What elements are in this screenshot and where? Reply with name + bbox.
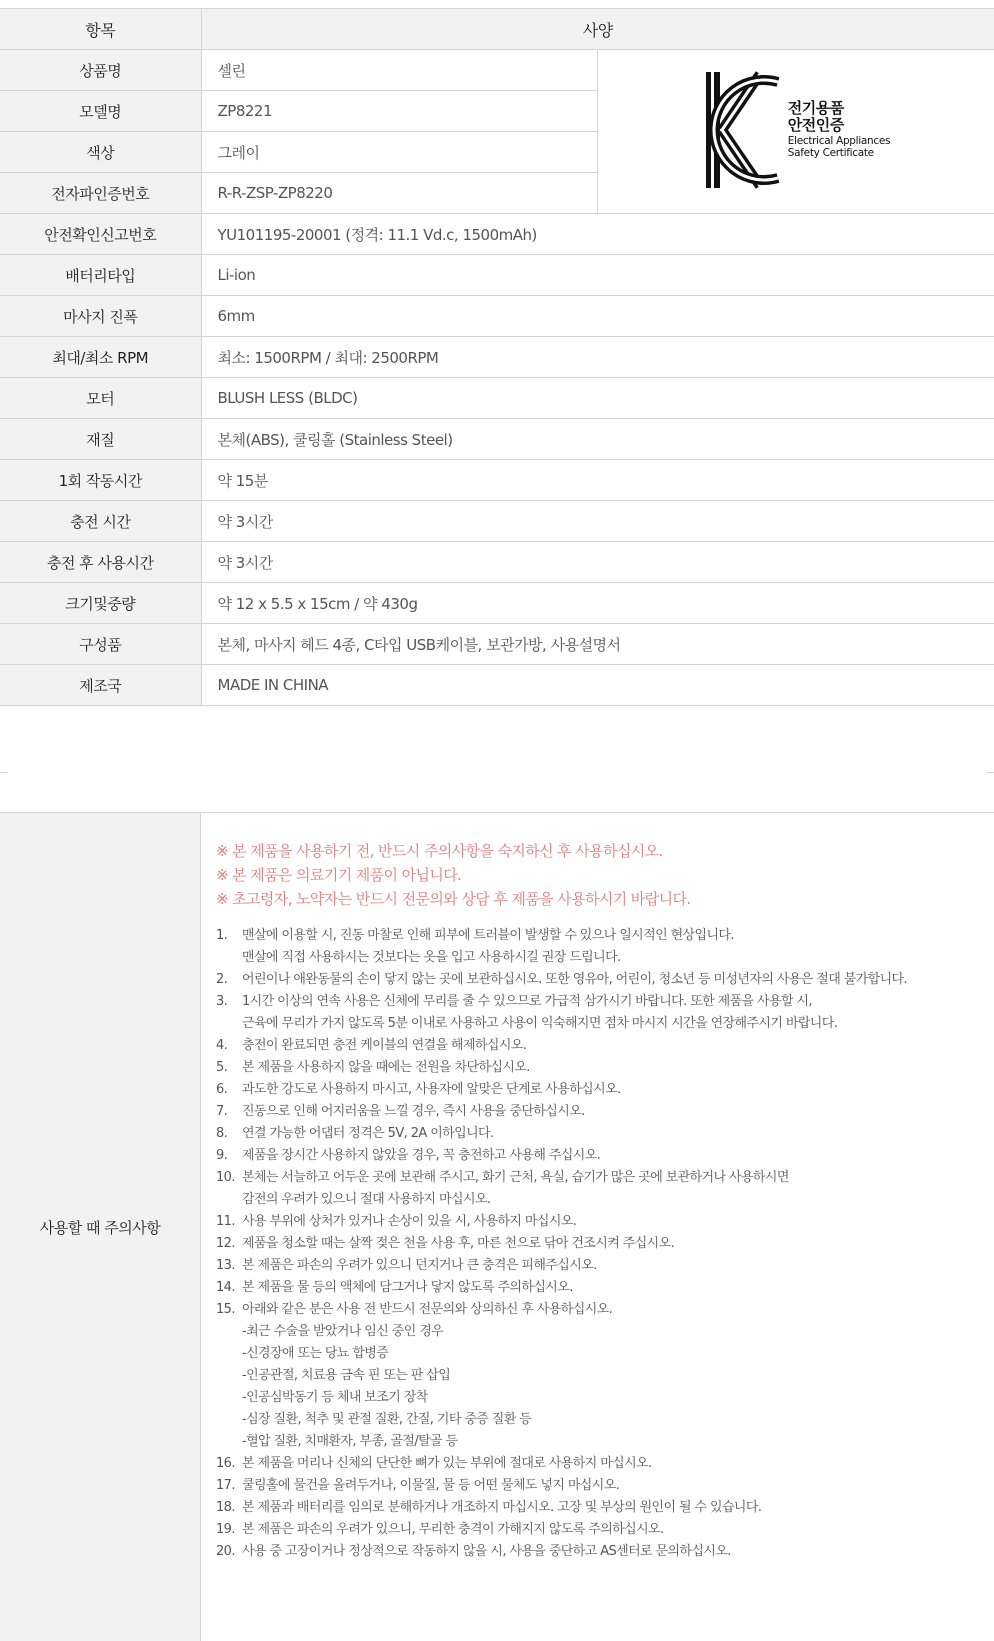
item-line: -최근 수술을 받았거나 임신 중인 경우 <box>242 1324 444 1339</box>
row-value: 약 3시간 <box>201 501 994 542</box>
item-line: 본 제품을 물 등의 액체에 담그거나 닿지 않도록 주의하십시오. <box>242 1280 573 1295</box>
list-item <box>216 1079 986 1101</box>
table-row <box>0 542 994 583</box>
kc-title-line1: 전기용품 <box>787 99 844 118</box>
kc-mark <box>702 68 890 192</box>
item-line: 제품을 청소할 때는 살짝 젖은 천을 사용 후, 마른 천으로 닦아 건조시켜 주십시오. <box>242 1236 675 1251</box>
item-line: 본 제품은 파손의 우려가 있으니, 무리한 충격이 가해지지 않도록 주의하십시오. <box>242 1522 664 1537</box>
row-label: 배터리타입 <box>0 255 201 296</box>
item-line: 연결 가능한 어댑터 정격은 5V, 2A 이하입니다. <box>242 1126 494 1141</box>
kc-text <box>788 100 890 159</box>
item-number: 8. <box>216 1126 228 1141</box>
warning-text: ※ 본 제품을 사용하기 전, 반드시 주의사항을 숙지하신 후 사용하십시오. <box>216 842 663 860</box>
item-line: 본체는 서늘하고 어두운 곳에 보관해 주시고, 화기 근처, 욕실, 습기가 많은 곳에 보관하거나 사용하시면 <box>242 1170 789 1185</box>
row-value: BLUSH LESS (BLDC) <box>201 378 994 419</box>
caution-section <box>0 812 994 1641</box>
item-line: 아래와 같은 분은 사용 전 반드시 전문의와 상의하신 후 사용하십시오. <box>242 1302 613 1317</box>
spec-table <box>0 8 994 706</box>
item-line: 어린이나 애완동물의 손이 닿지 않는 곳에 보관하십시오. 또한 영유아, 어린이, 청소년 등 미성년자의 사용은 절대 불가합니다. <box>242 972 908 987</box>
table-row <box>0 419 994 460</box>
row-label: 구성품 <box>0 624 201 665</box>
row-value: 본체, 마사지 헤드 4종, C타입 USB케이블, 보관가방, 사용설명서 <box>201 624 994 665</box>
kc-title-line2: 안전인증 <box>787 116 844 135</box>
row-value: R-R-ZSP-ZP8220 <box>201 173 598 214</box>
kc-en-line2: Safety Certificate <box>787 146 874 159</box>
table-row <box>0 255 994 296</box>
item-line: 감전의 우려가 있으니 절대 사용하지 마십시오. <box>242 1192 491 1207</box>
warning-list <box>216 839 986 911</box>
row-label: 제조국 <box>0 665 201 706</box>
item-number: 11. <box>216 1214 235 1229</box>
list-item <box>216 1519 986 1541</box>
row-label: 모델명 <box>0 91 201 132</box>
item-line: -신경장애 또는 당뇨 합병증 <box>242 1346 389 1361</box>
list-item <box>216 969 986 991</box>
item-number: 3. <box>216 994 228 1009</box>
row-label: 모터 <box>0 378 201 419</box>
item-line: 1시간 이상의 연속 사용은 신체에 무리를 줄 수 있으므로 가급적 삼가시기 바랍니다. 또한 제품을 사용할 시, <box>242 994 812 1009</box>
row-value: 셀린 <box>201 50 598 91</box>
table-row <box>0 501 994 542</box>
row-label: 충전 시간 <box>0 501 201 542</box>
item-number: 7. <box>216 1104 228 1119</box>
item-line: 본 제품을 머리나 신체의 단단한 뼈가 있는 부위에 절대로 사용하지 마십시오. <box>242 1456 652 1471</box>
item-line: -인공관절, 치료용 금속 핀 또는 판 삽입 <box>242 1368 451 1383</box>
item-number: 17. <box>216 1478 235 1493</box>
row-value: YU101195-20001 (정격: 11.1 Vd.c, 1500mAh) <box>201 214 994 255</box>
kc-en-line1: Electrical Appliances <box>787 134 891 147</box>
row-label: 상품명 <box>0 50 201 91</box>
list-item <box>216 925 986 969</box>
item-number: 15. <box>216 1302 235 1317</box>
warning-text: ※ 초고령자, 노약자는 반드시 전문의와 상담 후 제품을 사용하시기 바랍니다. <box>216 890 691 908</box>
row-label: 안전확인신고번호 <box>0 214 201 255</box>
table-row <box>0 378 994 419</box>
item-line: 쿨링홀에 물건을 올려두거나, 이물질, 물 등 어떤 물체도 넣지 마십시오. <box>242 1478 620 1493</box>
spacer <box>0 736 994 812</box>
row-label: 색상 <box>0 132 201 173</box>
item-number: 18. <box>216 1500 235 1515</box>
table-row <box>0 460 994 501</box>
kc-certification-logo-icon <box>702 68 784 192</box>
row-value: 약 15분 <box>201 460 994 501</box>
row-label: 충전 후 사용시간 <box>0 542 201 583</box>
item-line: 맨살에 직접 사용하시는 것보다는 옷을 입고 사용하시길 권장 드립니다. <box>242 950 621 965</box>
list-item <box>216 1497 986 1519</box>
caution-item-list <box>216 925 986 1563</box>
list-item <box>216 1255 986 1277</box>
item-number: 5. <box>216 1060 228 1075</box>
list-item <box>216 1035 986 1057</box>
list-item <box>216 1211 986 1233</box>
item-number: 2. <box>216 972 228 987</box>
item-number: 16. <box>216 1456 235 1471</box>
list-item <box>216 991 986 1035</box>
row-value: 본체(ABS), 쿨링홀 (Stainless Steel) <box>201 419 994 460</box>
item-line: 본 제품은 파손의 우려가 있으니 던지거나 큰 충격은 피해주십시오. <box>242 1258 597 1273</box>
row-label: 전자파인증번호 <box>0 173 201 214</box>
row-value: 그레이 <box>201 132 598 173</box>
item-line: 충전이 완료되면 충전 케이블의 연결을 해제하십시오. <box>242 1038 527 1053</box>
item-line: 맨살에 이용할 시, 진동 마찰로 인해 피부에 트러블이 발생할 수 있으나 일시적인 현상입니다. <box>242 928 734 943</box>
list-item <box>216 1167 986 1211</box>
item-line: 사용 중 고장이거나 정상적으로 작동하지 않을 시, 사용을 중단하고 AS센터로 문의하십시오. <box>242 1544 731 1559</box>
table-row <box>0 296 994 337</box>
item-number: 14. <box>216 1280 235 1295</box>
table-row <box>0 337 994 378</box>
list-item <box>216 1101 986 1123</box>
list-item <box>216 1299 986 1453</box>
item-number: 4. <box>216 1038 228 1053</box>
row-value: 최소: 1500RPM / 최대: 2500RPM <box>201 337 994 378</box>
item-line: -혈압 질환, 치매환자, 부종, 골절/탈골 등 <box>242 1434 458 1449</box>
row-value: 약 12 x 5.5 x 15cm / 약 430g <box>201 583 994 624</box>
item-number: 20. <box>216 1544 235 1559</box>
item-line: 사용 부위에 상처가 있거나 손상이 있을 시, 사용하지 마십시오. <box>242 1214 577 1229</box>
row-label: 마사지 진폭 <box>0 296 201 337</box>
table-row <box>0 583 994 624</box>
item-number: 1. <box>216 928 228 943</box>
caution-label: 사용할 때 주의사항 <box>0 813 201 1641</box>
row-label: 최대/최소 RPM <box>0 337 201 378</box>
item-number: 19. <box>216 1522 235 1537</box>
row-value: 약 3시간 <box>201 542 994 583</box>
row-label: 크기및중량 <box>0 583 201 624</box>
list-item <box>216 1057 986 1079</box>
row-value: 6mm <box>201 296 994 337</box>
item-number: 9. <box>216 1148 228 1163</box>
list-item <box>216 1233 986 1255</box>
item-number: 10. <box>216 1170 235 1185</box>
list-item <box>216 1277 986 1299</box>
divider <box>0 772 8 773</box>
table-row <box>0 214 994 255</box>
item-line: 제품을 장시간 사용하지 않았을 경우, 꼭 충전하고 사용해 주십시오. <box>242 1148 601 1163</box>
divider <box>986 772 994 773</box>
table-row <box>0 50 994 91</box>
list-item <box>216 1475 986 1497</box>
row-value: ZP8221 <box>201 91 598 132</box>
item-line: 본 제품과 배터리를 임의로 분해하거나 개조하지 마십시오. 고장 및 부상의 원인이 될 수 있습니다. <box>242 1500 762 1515</box>
item-line: 진동으로 인해 어지러움을 느낄 경우, 즉시 사용을 중단하십시오. <box>242 1104 585 1119</box>
item-line: 근육에 무리가 가지 않도록 5분 이내로 사용하고 사용이 익숙해지면 점차 마시지 시간을 연장해주시기 바랍니다. <box>242 1016 838 1031</box>
item-number: 12. <box>216 1236 235 1251</box>
header-item: 항목 <box>0 9 201 50</box>
warning-text: ※ 본 제품은 의료기기 제품이 아닙니다. <box>216 866 462 884</box>
item-line: 과도한 강도로 사용하지 마시고, 사용자에 알맞은 단계로 사용하십시오. <box>242 1082 621 1097</box>
header-spec: 사양 <box>201 9 994 50</box>
kc-mark-cell <box>598 50 994 214</box>
row-label: 재질 <box>0 419 201 460</box>
table-row <box>0 624 994 665</box>
caution-body <box>216 839 986 1563</box>
row-label: 1회 작동시간 <box>0 460 201 501</box>
list-item <box>216 1453 986 1475</box>
item-line: -심장 질환, 척추 및 관절 질환, 간질, 기타 중증 질환 등 <box>242 1412 532 1427</box>
row-value: MADE IN CHINA <box>201 665 994 706</box>
row-value: Li-ion <box>201 255 994 296</box>
table-header-row <box>0 9 994 50</box>
item-number: 13. <box>216 1258 235 1273</box>
list-item <box>216 1145 986 1167</box>
list-item <box>216 1123 986 1145</box>
item-line: -인공심박동기 등 체내 보조기 장착 <box>242 1390 428 1405</box>
item-line: 본 제품을 사용하지 않을 때에는 전원을 차단하십시오. <box>242 1060 530 1075</box>
list-item <box>216 1541 986 1563</box>
item-number: 6. <box>216 1082 228 1097</box>
table-row <box>0 665 994 706</box>
